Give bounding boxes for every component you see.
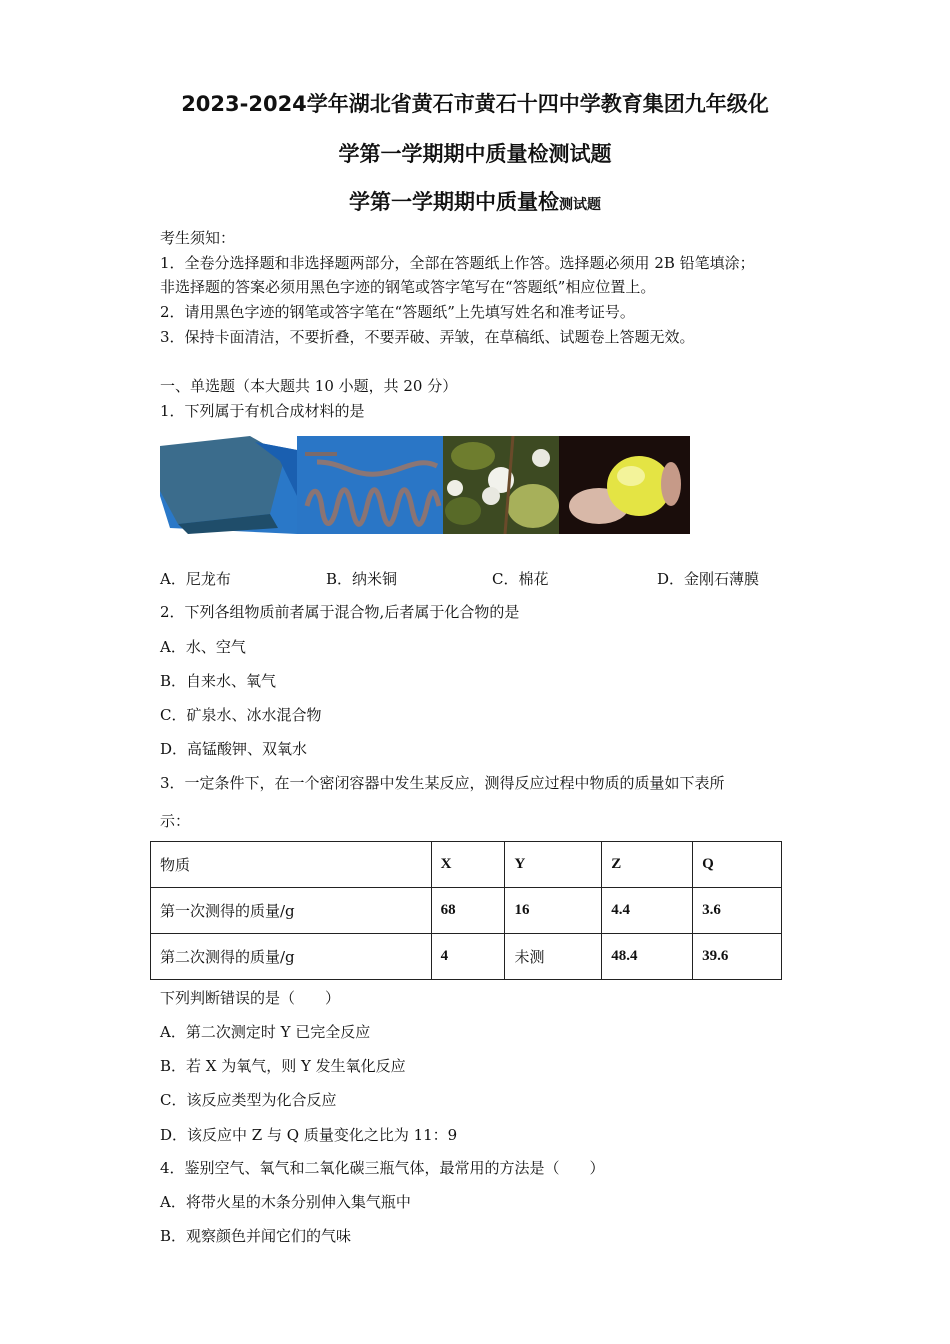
notice-item-2: 2．请用黑色字迹的钢笔或答字笔在“答题纸”上先填写姓名和准考证号。 <box>160 303 635 321</box>
table-cell: 4 <box>431 934 505 980</box>
q3-option-c[interactable]: C．该反应类型为化合反应 <box>160 1091 337 1109</box>
table-cell: 未测 <box>505 934 602 980</box>
exam-title-line-1: 2023-2024学年湖北省黄石市黄石十四中学教育集团九年级化 <box>181 92 769 116</box>
nano-copper-image <box>297 436 443 534</box>
table-header-cell: X <box>431 842 505 888</box>
q3-option-b[interactable]: B．若 X 为氧气，则 Y 发生氧化反应 <box>160 1057 406 1075</box>
notice-item-1: 1．全卷分选择题和非选择题两部分，全部在答题纸上作答。选择题必须用 2B 铅笔填涂； <box>160 254 755 272</box>
table-header-cell: Q <box>693 842 782 888</box>
q4-option-b[interactable]: B．观察颜色并闻它们的气味 <box>160 1227 352 1245</box>
table-cell: 48.4 <box>602 934 693 980</box>
exam-title-line-2: 学第一学期期中质量检测试题 <box>338 142 612 166</box>
q3-question: 下列判断错误的是（ ） <box>160 989 341 1007</box>
q2-option-a[interactable]: A．水、空气 <box>160 638 246 656</box>
table-row <box>151 934 782 980</box>
notice-item-1-cont: 非选择题的答案必须用黑色字迹的钢笔或答字笔写在“答题纸”相应位置上。 <box>160 278 656 296</box>
table-cell: 第一次测得的质量/g <box>151 888 432 934</box>
table-header-cell: Z <box>602 842 693 888</box>
q2-option-d[interactable]: D．高锰酸钾、双氧水 <box>160 740 308 758</box>
exam-title-line-3 <box>0 186 950 216</box>
table-cell: 16 <box>505 888 602 934</box>
table-cell: 3.6 <box>693 888 782 934</box>
q1-option-a[interactable]: A．尼龙布 <box>160 570 231 588</box>
q4-stem: 4．鉴别空气、氧气和二氧化碳三瓶气体，最常用的方法是（ ） <box>160 1159 605 1177</box>
diamond-film-image <box>559 436 690 534</box>
table-cell: 39.6 <box>693 934 782 980</box>
q1-option-c[interactable]: C．棉花 <box>492 570 549 588</box>
q1-option-d[interactable]: D．金刚石薄膜 <box>657 570 760 588</box>
table-header-row <box>151 842 782 888</box>
q2-option-b[interactable]: B．自来水、氧气 <box>160 672 277 690</box>
section-heading: 一、单选题（本大题共 10 小题，共 20 分） <box>160 377 458 395</box>
title-line-3-large: 学第一学期期中质量检 <box>349 190 559 214</box>
q1-option-b[interactable]: B．纳米铜 <box>326 570 398 588</box>
title-line-3-small: 测试题 <box>559 197 601 213</box>
q3-option-d[interactable]: D．该反应中 Z 与 Q 质量变化之比为 11：9 <box>160 1126 458 1144</box>
table-cell: 68 <box>431 888 505 934</box>
q1-stem: 1．下列属于有机合成材料的是 <box>160 402 365 420</box>
q4-option-a[interactable]: A．将带火星的木条分别伸入集气瓶中 <box>160 1193 411 1211</box>
q2-option-c[interactable]: C．矿泉水、冰水混合物 <box>160 706 322 724</box>
notice-heading: 考生须知： <box>160 229 236 247</box>
notice-item-3: 3．保持卡面清洁，不要折叠，不要弄破、弄皱，在草稿纸、试题卷上答题无效。 <box>160 328 695 346</box>
table-cell: 第二次测得的质量/g <box>151 934 432 980</box>
table-cell: 4.4 <box>602 888 693 934</box>
q2-stem: 2．下列各组物质前者属于混合物,后者属于化合物的是 <box>160 603 520 621</box>
cotton-image <box>443 436 559 534</box>
q3-mass-table <box>150 841 782 980</box>
q3-option-a[interactable]: A．第二次测定时 Y 已完全反应 <box>160 1023 371 1041</box>
table-header-cell: 物质 <box>151 842 432 888</box>
table-row <box>151 888 782 934</box>
q3-stem-line-2: 示： <box>160 812 191 830</box>
nylon-cloth-image <box>160 436 297 534</box>
q3-stem-line-1: 3．一定条件下，在一个密闭容器中发生某反应，测得反应过程中物质的质量如下表所 <box>160 774 725 792</box>
table-header-cell: Y <box>505 842 602 888</box>
